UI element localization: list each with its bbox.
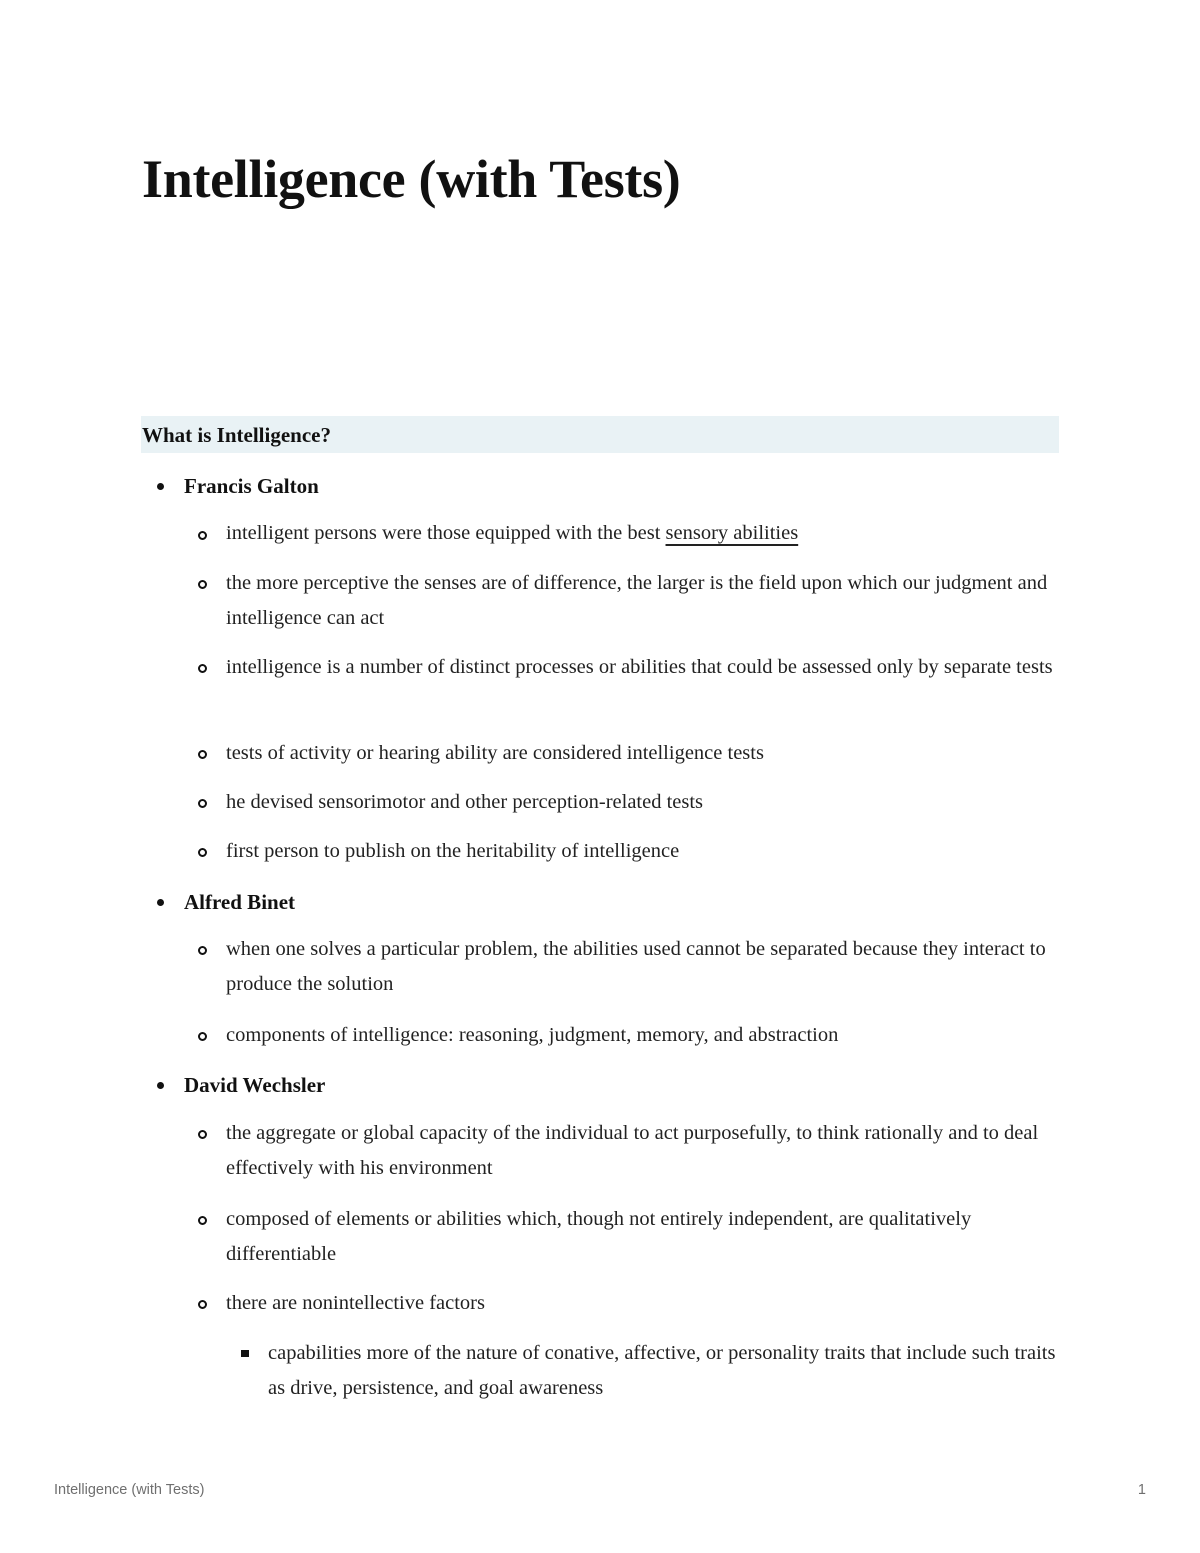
bullet-disc-icon [157, 899, 164, 906]
bullet-circle-icon [198, 1130, 207, 1139]
key-term-sensory-abilities: sensory abilities [665, 522, 799, 544]
footer-title: Intelligence (with Tests) [54, 1482, 205, 1498]
bullet-circle-icon [198, 750, 207, 759]
list-item: the more perceptive the senses are of difference, the larger is the field upon which our judgment and intelligence can act [226, 572, 1048, 629]
bullet-disc-icon [157, 1082, 164, 1089]
list-item: the aggregate or global capacity of the individual to act purposefully, to think rationally and to deal effectively with his environment [226, 1122, 1039, 1179]
bullet-circle-icon [198, 1032, 207, 1041]
bullet-circle-icon [198, 1216, 207, 1225]
list-item: when one solves a particular problem, the abilities used cannot be separated because they interact to produce the solution [226, 938, 1046, 995]
list-item-text: intelligent persons were those equipped with the best [226, 522, 666, 544]
list-item: composed of elements or abilities which, though not entirely independent, are qualitatively differentiable [226, 1208, 972, 1265]
person-heading-galton: Francis Galton [184, 474, 319, 498]
list-item [226, 516, 1066, 551]
list-item: components of intelligence: reasoning, judgment, memory, and abstraction [226, 1024, 839, 1046]
section-heading: What is Intelligence? [141, 416, 1059, 453]
bullet-disc-icon [157, 483, 164, 490]
bullet-circle-icon [198, 664, 207, 673]
bullet-circle-icon [198, 531, 207, 540]
page-number: 1 [1137, 1482, 1146, 1498]
bullet-circle-icon [198, 946, 207, 955]
bullet-square-icon [241, 1350, 249, 1357]
bullet-circle-icon [198, 799, 207, 808]
list-item: he devised sensorimotor and other perception-related tests [226, 791, 704, 813]
list-item: intelligence is a number of distinct processes or abilities that could be assessed only by separate tests [226, 656, 1053, 678]
list-item: first person to publish on the heritability of intelligence [226, 840, 680, 862]
bullet-circle-icon [198, 1300, 207, 1309]
person-heading-binet: Alfred Binet [184, 890, 296, 914]
list-item: there are nonintellective factors [226, 1292, 485, 1314]
page-title: Intelligence (with Tests) [142, 149, 681, 209]
list-item-nested: capabilities more of the nature of conative, affective, or personality traits that include such traits as drive, persistence, and goal awareness [268, 1342, 1056, 1399]
bullet-circle-icon [198, 580, 207, 589]
person-heading-wechsler: David Wechsler [184, 1073, 326, 1097]
list-item: tests of activity or hearing ability are considered intelligence tests [226, 742, 764, 764]
bullet-circle-icon [198, 848, 207, 857]
